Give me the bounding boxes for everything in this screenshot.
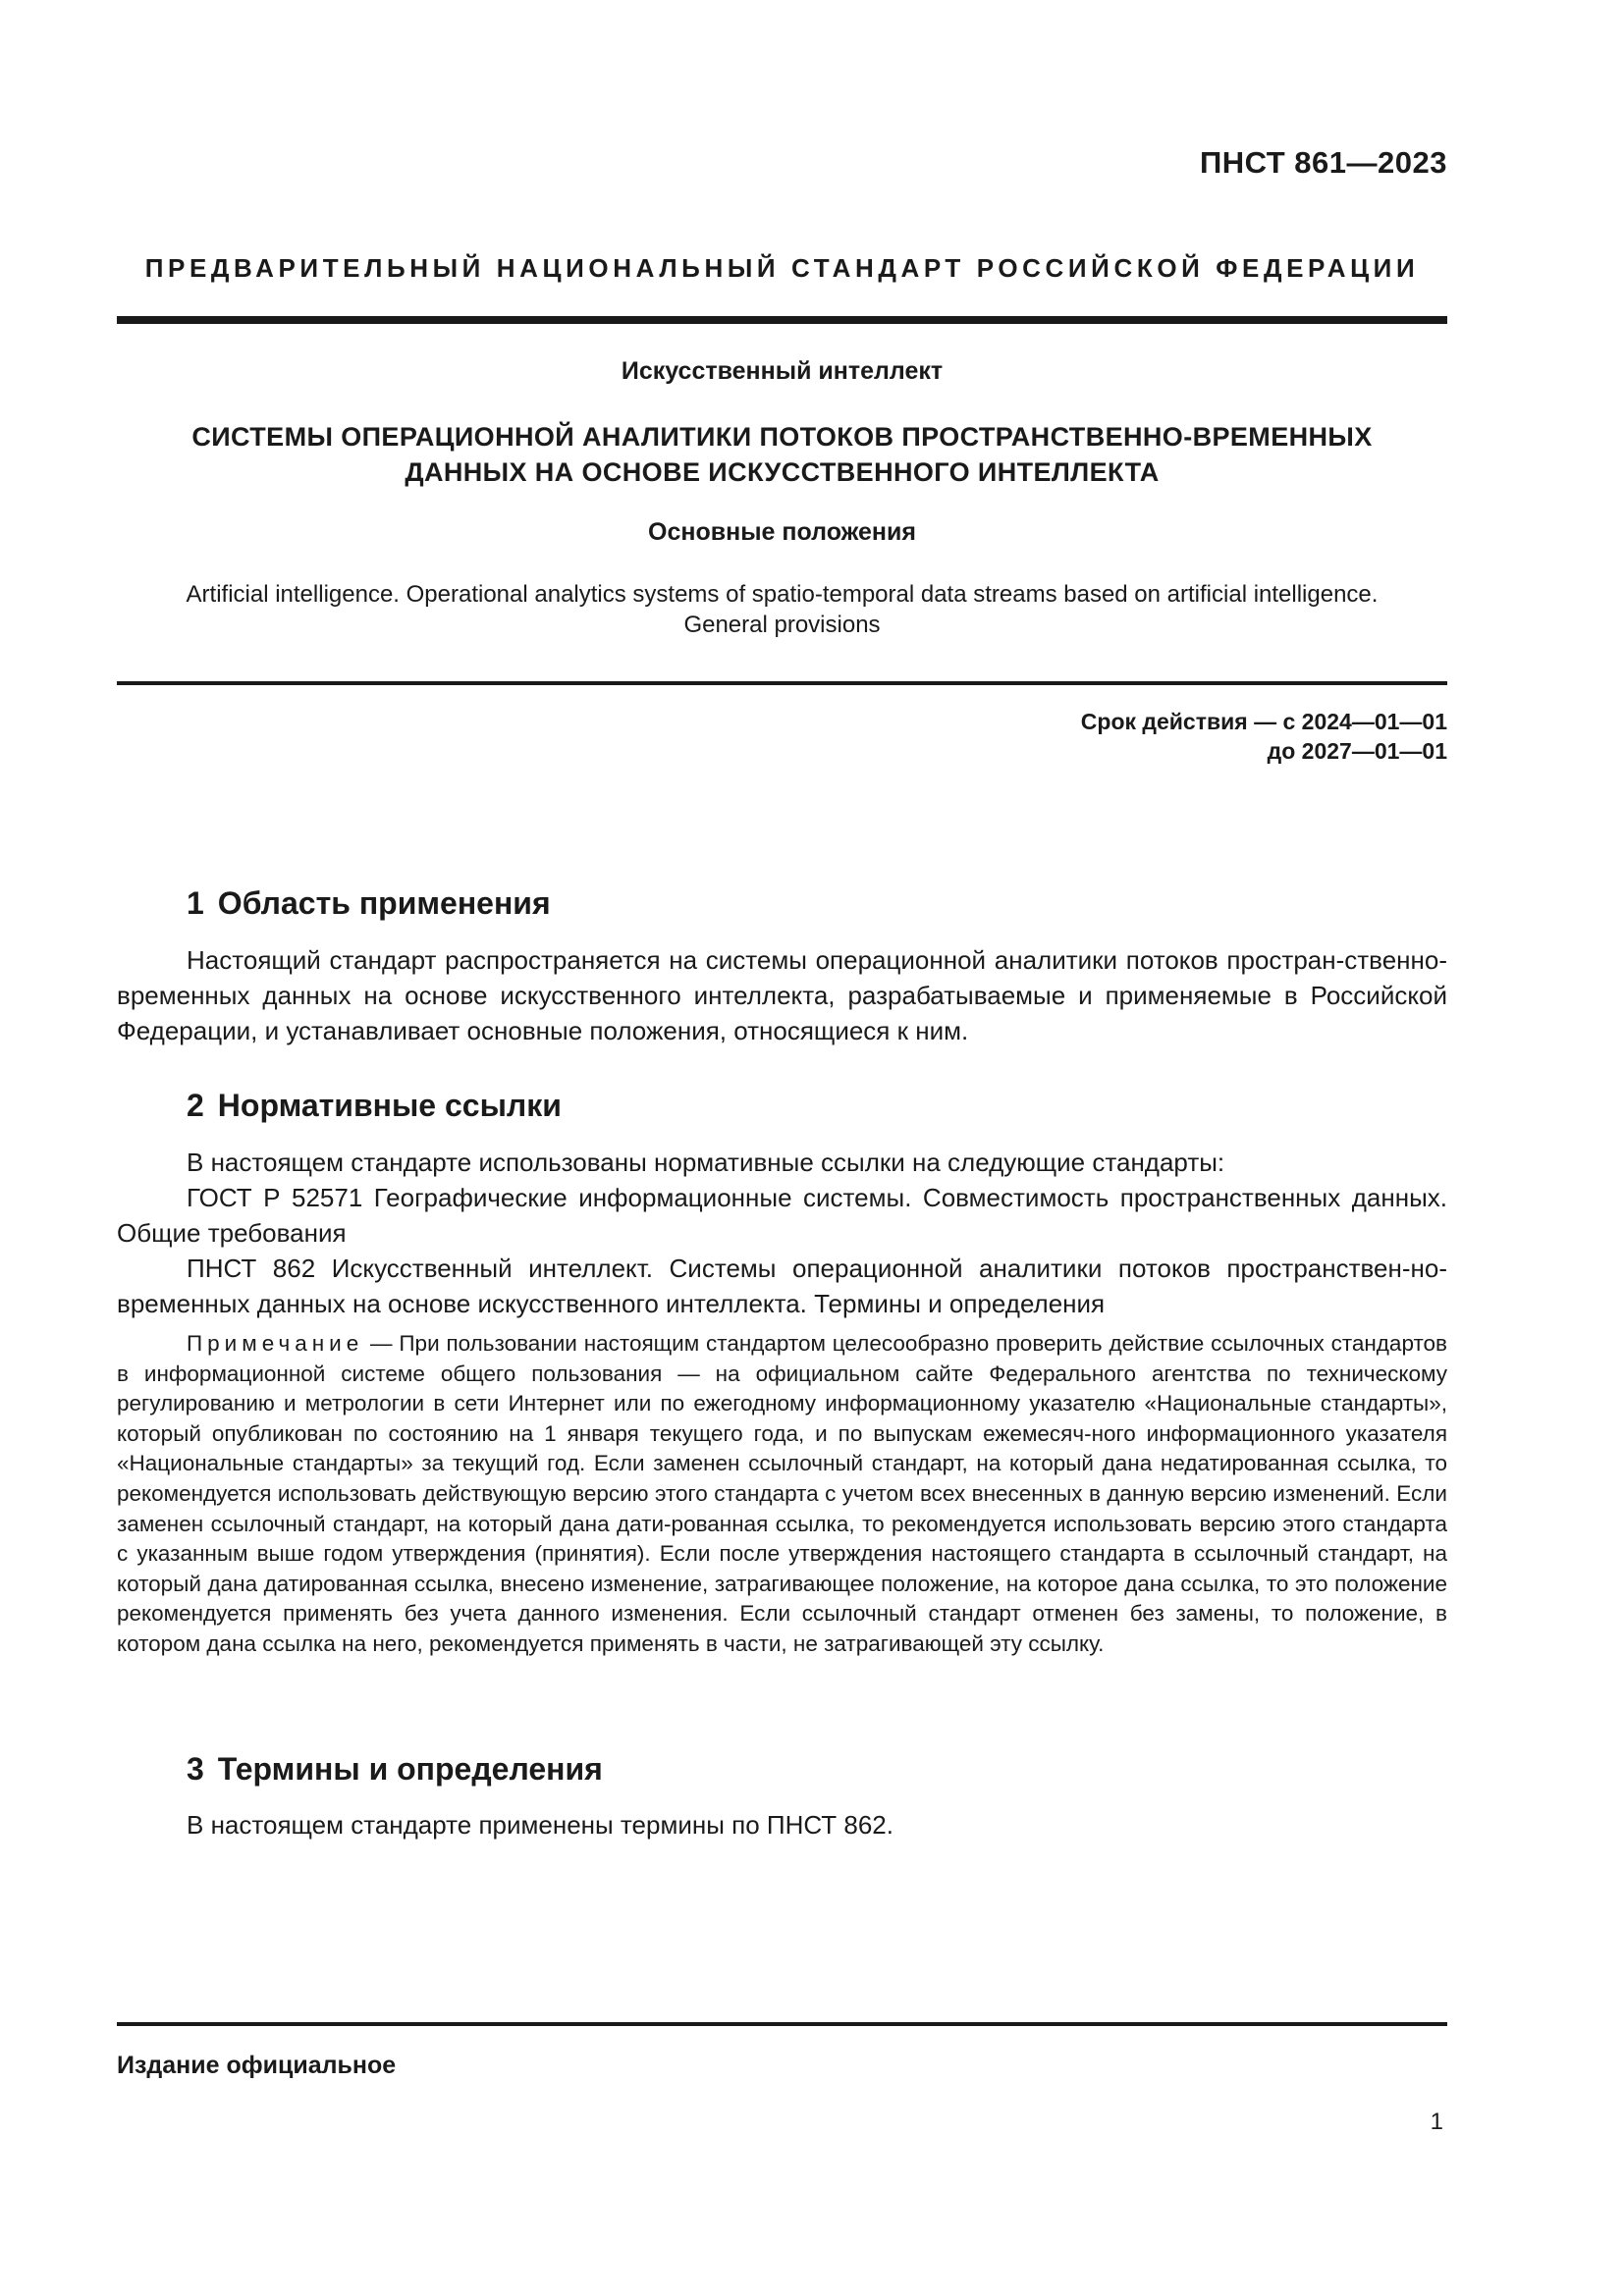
footer-rule <box>117 2022 1447 2026</box>
reference-note <box>117 1329 1447 1660</box>
section-title: Область применения <box>217 885 551 921</box>
edition-label: Издание официальное <box>117 2052 397 2079</box>
section-2-heading <box>187 1088 562 1124</box>
title-block-rule <box>117 681 1447 685</box>
page-number: 1 <box>1430 2109 1443 2135</box>
document-id: ПНСТ 861—2023 <box>1199 145 1447 180</box>
section-3-body <box>117 1807 1447 1842</box>
paragraph: В настоящем стандарте использованы нормативные ссылки на следующие стандарты: <box>187 1148 1225 1177</box>
title-line: ДАННЫХ НА ОСНОВЕ ИСКУССТВЕННОГО ИНТЕЛЛЕКТА <box>405 457 1160 487</box>
standard-type-header: ПРЕДВАРИТЕЛЬНЫЙ НАЦИОНАЛЬНЫЙ СТАНДАРТ РОССИЙСКОЙ ФЕДЕРАЦИИ <box>144 253 1420 283</box>
section-2-body <box>117 1145 1447 1321</box>
paragraph: Настоящий стандарт распространяется на системы операционной аналитики потоков простран-ственно-временных данных на основе искусственного интеллекта, разрабатываемые и применяемые в Российской Федерации, и устанавливает основные положения, относящиеся к ним. <box>117 945 1447 1045</box>
validity-period <box>1081 707 1447 766</box>
english-title-line: Artificial intelligence. Operational analytics systems of spatio-temporal data streams based on artificial intelligence. <box>186 581 1379 608</box>
section-1-body <box>117 942 1447 1048</box>
english-title-line: General provisions <box>683 612 881 638</box>
section-title: Термины и определения <box>217 1751 603 1787</box>
document-title <box>117 419 1447 490</box>
header-rule <box>117 316 1447 324</box>
english-title <box>117 579 1447 640</box>
document-subtitle: Основные положения <box>648 518 916 546</box>
validity-from: Срок действия — с 2024—01—01 <box>1080 709 1447 734</box>
note-label: Примечание <box>187 1331 364 1356</box>
subject-heading: Искусственный интеллект <box>621 357 944 385</box>
section-number: 2 <box>187 1088 204 1123</box>
section-number: 3 <box>187 1751 204 1787</box>
reference-item: ГОСТ Р 52571 Географические информационные системы. Совместимость пространственных данных. Общие требования <box>117 1183 1447 1248</box>
section-3-heading <box>187 1751 603 1788</box>
reference-item: ПНСТ 862 Искусственный интеллект. Системы операционной аналитики потоков пространствен-но-временных данных на основе искусственного интеллекта. Термины и определения <box>117 1254 1447 1318</box>
validity-to: до 2027—01—01 <box>1267 738 1447 764</box>
title-line: СИСТЕМЫ ОПЕРАЦИОННОЙ АНАЛИТИКИ ПОТОКОВ ПРОСТРАНСТВЕННО-ВРЕМЕННЫХ <box>191 422 1373 452</box>
note-text: — При пользовании настоящим стандартом целесообразно проверить действие ссылочных стандартов в информационной системе общего пользования — на официальном сайте Федерального агентства по техническому регулированию и метрологии в сети Интернет или по ежегодному информационному указателю «Национальные стандарты», который опубликован по состоянию на 1 января текущего года, и по выпускам ежемесяч-ного информационного указателя «Национальные стандарты» за текущий год. Если заменен ссылочный стандарт, на который дана недатированная ссылка, то рекомендуется использовать действующую версию этого стандарта с учетом всех внесенных в данную версию изменений. Если заменен ссылочный стандарт, на который дана дати-рованная ссылка, то рекомендуется использовать версию этого стандарта с указанным выше годом утверждения (принятия). Если после утверждения настоящего стандарта в ссылочный стандарт, на который дана датированная ссылка, внесено изменение, затрагивающее положение, на которое дана ссылка, то это положение рекомендуется применять без учета данного изменения. Если ссылочный стандарт отменен без замены, то положение, в котором дана ссылка на него, рекомендуется применять в части, не затрагивающей эту ссылку. <box>117 1331 1447 1656</box>
paragraph: В настоящем стандарте применены термины по ПНСТ 862. <box>187 1810 893 1840</box>
section-title: Нормативные ссылки <box>217 1088 562 1123</box>
section-number: 1 <box>187 885 204 921</box>
section-1-heading <box>187 885 551 922</box>
